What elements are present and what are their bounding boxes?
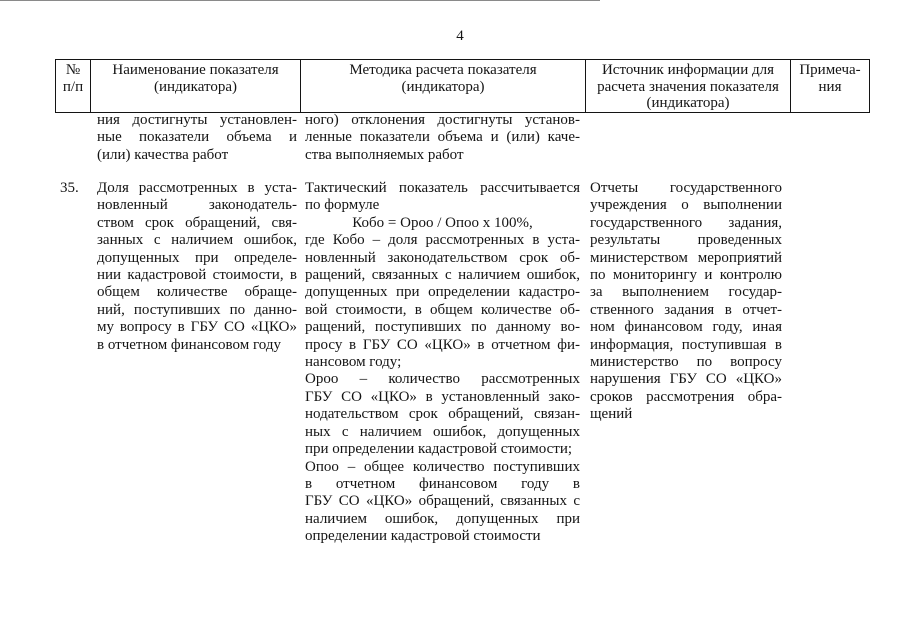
text-line: Ороо – количество рассмотренных: [305, 371, 580, 388]
text-line: Отчеты государственного: [590, 180, 782, 196]
header-text-line: Методика расчета показателя: [349, 62, 537, 78]
text-line: в отчетном финансовом году в: [305, 475, 580, 492]
text-line: где Кобо – доля рассмотренных в уста-: [305, 232, 580, 249]
header-number-column: [56, 60, 90, 112]
formula: Кобо = Ороо / Опоо х 100%,: [352, 214, 533, 231]
text-line: общем количестве обраще-: [97, 284, 297, 301]
header-text-line: Примеча-: [799, 62, 861, 78]
text-line: министерство по вопросу: [590, 354, 782, 371]
header-notes-column: [790, 60, 869, 112]
text-line: ГБУ СО «ЦКО» обращений, связанных с: [305, 493, 580, 510]
text-line: ний, поступивших по данно-: [97, 301, 297, 318]
text-line: результаты проведенных: [590, 232, 782, 249]
text-line: ные показатели объема и: [97, 129, 297, 146]
text-line: допущенных при определении кадастро-: [305, 284, 580, 301]
information-source-cell: [590, 180, 782, 424]
text-line: просу в ГБУ СО «ЦКО» в отчетном фи-: [305, 336, 580, 353]
header-text-line: ния: [818, 78, 842, 95]
text-line: нии кадастровой стоимости, в: [97, 267, 297, 284]
header-text-line: №: [65, 62, 81, 78]
header-indicator-name-column: [90, 60, 300, 112]
text-line: ных с наличием ошибок, допущенных: [305, 423, 580, 440]
table-row: [0, 180, 900, 550]
table-header: [55, 59, 870, 113]
text-line: (или) качества работ: [97, 146, 229, 163]
header-text-line: (индикатора): [153, 78, 238, 95]
text-line: Опоо – общее количество поступивших: [305, 458, 580, 475]
text-line: сроков рассмотрения обра-: [590, 388, 782, 405]
text-line: информация, поступившая в: [590, 336, 782, 353]
text-line: ного) отклонения достигнуты установ-: [305, 112, 580, 128]
text-line: определении кадастровой стоимости: [305, 528, 541, 545]
text-line: ством срок обращений, свя-: [97, 214, 297, 231]
table-row-continuation: [0, 112, 900, 168]
page-number: 4: [456, 28, 464, 44]
text-line: нансовом году;: [305, 354, 402, 371]
text-line: допущенных при определе-: [97, 249, 297, 266]
method-definitions: [305, 232, 580, 545]
text-line: по формуле: [305, 197, 380, 214]
calculation-method-cell: [305, 112, 580, 164]
header-text-line: Наименование показателя: [112, 62, 279, 78]
text-line: занных с наличием ошибок,: [97, 232, 297, 249]
indicator-name-cell: [97, 180, 297, 354]
text-line: ства выполняемых работ: [305, 146, 464, 163]
text-line: министерством мероприятий: [590, 249, 782, 266]
text-line: ственного задания в отчет-: [590, 301, 782, 318]
text-line: ращений, связанных с наличием ошибок,: [305, 267, 580, 284]
text-line: государственного задания,: [590, 214, 782, 231]
text-line: вой стоимости, в общем количестве об-: [305, 301, 580, 318]
header-text-line: Источник информации для: [601, 62, 775, 78]
text-line: нарушения ГБУ СО «ЦКО»: [590, 371, 782, 388]
row-number: 35.: [60, 180, 79, 196]
text-line: по мониторингу и контролю: [590, 267, 782, 284]
header-text-line: п/п: [62, 78, 84, 95]
calculation-method-cell: [305, 180, 580, 546]
text-line: наличием ошибок, допущенных при: [305, 510, 580, 527]
text-line: новленный законодательством срок об-: [305, 249, 580, 266]
header-text-line: (индикатора): [401, 78, 485, 95]
text-line: новленный законодатель-: [97, 197, 297, 214]
text-line: за выполнением государ-: [590, 284, 782, 301]
text-line: при определении кадастровой стоимости;: [305, 441, 573, 458]
method-intro: [305, 180, 580, 215]
header-information-source-column: [585, 60, 790, 112]
scan-edge-line: [0, 0, 600, 1]
text-line: ращений, поступивших по данному во-: [305, 319, 580, 336]
header-text-line: (индикатора): [646, 95, 730, 112]
text-line: Тактический показатель рассчитывается: [305, 180, 580, 196]
text-line: щений: [590, 406, 633, 423]
text-line: ния достигнуты установлен-: [97, 112, 297, 128]
indicator-name-cell: [97, 112, 297, 164]
text-line: нодательством срок обращений, связан-: [305, 406, 580, 423]
text-line: в отчетном финансовом году: [97, 336, 281, 353]
text-line: му вопросу в ГБУ СО «ЦКО»: [97, 319, 297, 336]
text-line: Доля рассмотренных в уста-: [97, 180, 297, 196]
text-line: ном финансовом году, иная: [590, 319, 782, 336]
header-calculation-method-column: [300, 60, 585, 112]
text-line: ГБУ СО «ЦКО» в установленный зако-: [305, 388, 580, 405]
text-line: ленные показатели объема и (или) каче-: [305, 129, 580, 146]
header-text-line: расчета значения показателя: [597, 78, 779, 95]
text-line: учреждения о выполнении: [590, 197, 782, 214]
